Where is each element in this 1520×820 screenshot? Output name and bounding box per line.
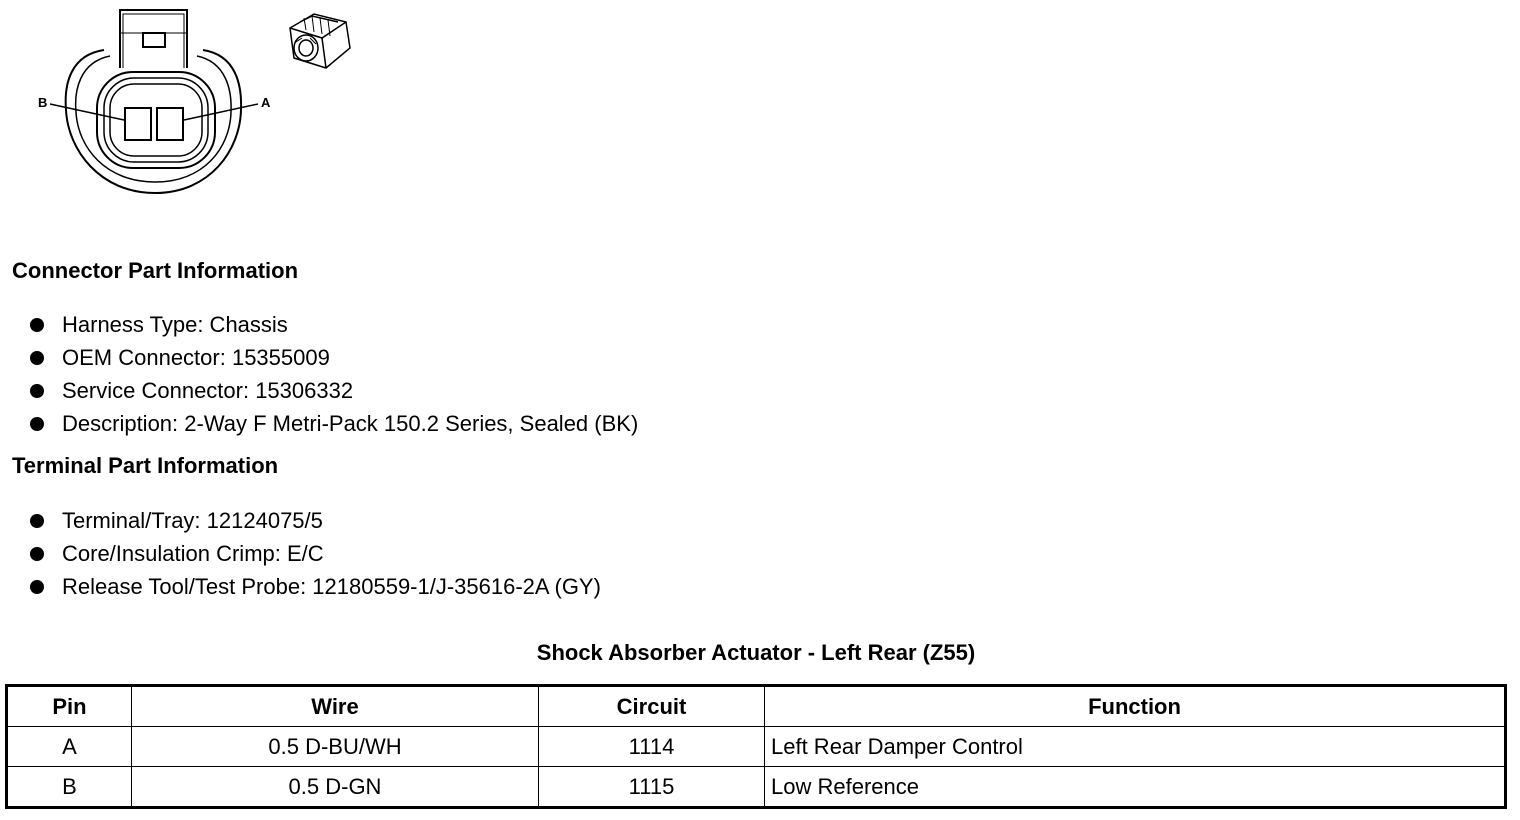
- list-item-text: Description: 2-Way F Metri-Pack 150.2 Series, Sealed (BK): [62, 411, 639, 436]
- list-item-text: Core/Insulation Crimp: E/C: [62, 541, 324, 566]
- bullet-icon: [30, 514, 44, 528]
- bullet-icon: [30, 318, 44, 332]
- column-header-pin: Pin: [7, 686, 132, 727]
- cell-pin: B: [7, 767, 132, 808]
- list-item: [30, 570, 601, 603]
- list-item: [30, 341, 638, 374]
- list-item: [30, 504, 601, 537]
- column-header-function: Function: [765, 686, 1506, 727]
- terminal-info-list: [30, 504, 601, 603]
- pin-a-callout: A: [261, 95, 271, 110]
- list-item: [30, 374, 638, 407]
- terminal-info-title: Terminal Part Information: [12, 453, 279, 478]
- list-item-text: Service Connector: 15306332: [62, 378, 354, 403]
- bullet-icon: [30, 384, 44, 398]
- list-item-text: Release Tool/Test Probe: 12180559-1/J-35616-2A (GY): [62, 574, 601, 599]
- cell-pin: A: [7, 727, 132, 767]
- column-header-circuit: Circuit: [539, 686, 765, 727]
- cell-wire: 0.5 D-BU/WH: [132, 727, 539, 767]
- table-row: [7, 727, 1506, 767]
- cell-function: Low Reference: [765, 767, 1506, 808]
- bullet-icon: [30, 351, 44, 365]
- pin-b-callout: B: [38, 95, 48, 110]
- table-row: [7, 767, 1506, 808]
- bullet-icon: [30, 547, 44, 561]
- list-item: [30, 407, 638, 440]
- pin-table-title: Shock Absorber Actuator - Left Rear (Z55): [536, 640, 976, 665]
- pinout-table: [5, 684, 1507, 809]
- connector-info-title: Connector Part Information: [12, 258, 299, 283]
- table-header-row: [7, 686, 1506, 727]
- list-item-text: OEM Connector: 15355009: [62, 345, 330, 370]
- connector-info-list: [30, 308, 638, 440]
- connector-3d-view: [282, 8, 358, 76]
- cell-function: Left Rear Damper Control: [765, 727, 1506, 767]
- cell-circuit: 1115: [539, 767, 765, 808]
- list-item-text: Harness Type: Chassis: [62, 312, 288, 337]
- cell-wire: 0.5 D-GN: [132, 767, 539, 808]
- column-header-wire: Wire: [132, 686, 539, 727]
- bullet-icon: [30, 580, 44, 594]
- cell-circuit: 1114: [539, 727, 765, 767]
- list-item: [30, 537, 601, 570]
- list-item-text: Terminal/Tray: 12124075/5: [62, 508, 323, 533]
- bullet-icon: [30, 417, 44, 431]
- list-item: [30, 308, 638, 341]
- connector-face-diagram: [0, 0, 380, 210]
